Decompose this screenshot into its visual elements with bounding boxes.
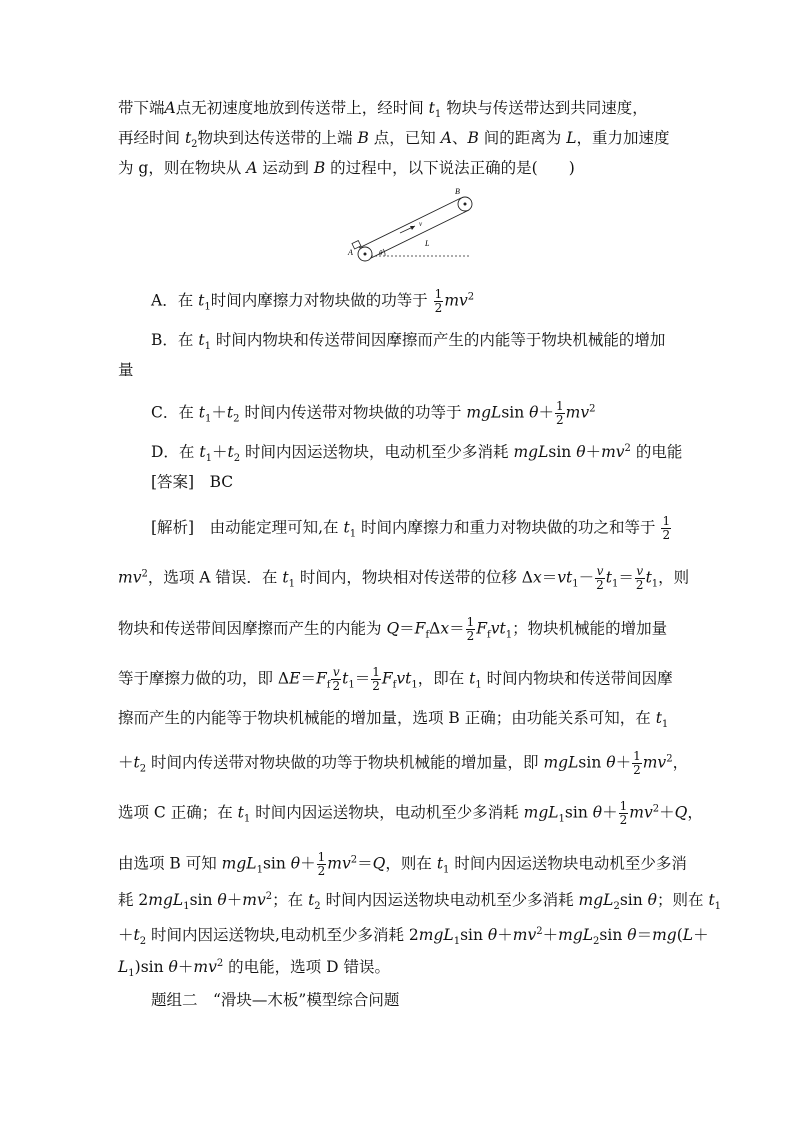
fraction: $\frac{v}{2}$ bbox=[596, 564, 604, 592]
fraction: $\frac{1}{2}$ bbox=[556, 399, 564, 427]
analysis-line-10: $+t_2$ 时间内因运送物块,电动机至少多消耗 2mgL$_1$sin $\theta+mv^2+mgL_2\sin$ θ＝mg(L＋ bbox=[118, 925, 709, 948]
question-line-1: 带下端A点无初速度地放到传送带上，经时间 $t_1$ 物块与传送带达到共同速度， bbox=[118, 99, 648, 121]
fraction: $\frac{v}{2}$ bbox=[635, 564, 644, 592]
answer-value: BC bbox=[209, 473, 234, 491]
figure-label-B: B bbox=[455, 187, 460, 196]
question-line-2: 再经时间 $t_2$物块到达传送带的上端 B 点，已知 A、B 间的距离为 L，重力加速度 bbox=[118, 129, 670, 151]
analysis-line-8: 由选项 B 可知 mgL$_1$sin θ＋ $\frac{1}{2}$ $mv^2=Q$，则在 $t_1$ 时间内因运送物块电动机至少多消 bbox=[118, 850, 687, 878]
analysis-line-9: 耗 2mgL$_1$sin $\theta+mv^2$；在 $t_2$ 时间内因运送物块电动机至少多消耗 mgL$_2$sin θ；则在 $t_1$ bbox=[118, 890, 722, 913]
section-title: 题组二 “滑块—木板”模型综合问题 bbox=[151, 991, 400, 1009]
analysis-line-11: $L_1)\sin$ $\theta+mv^2$ 的电能，选项 D 错误。 bbox=[118, 957, 390, 980]
figure-label-theta: θ bbox=[379, 249, 383, 257]
figure-label-L: L bbox=[425, 239, 430, 248]
option-a: A．在 $t_1$时间内摩擦力对物块做的功等于 $\frac{1}{2}$ $mv^2$ bbox=[151, 287, 475, 315]
question-line-3: 为 g，则在物块从 A 运动到 B 的过程中，以下说法正确的是( ) bbox=[118, 159, 575, 177]
fraction: $\frac{1}{2}$ bbox=[662, 514, 671, 542]
analysis-line-6: $+t_2$ 时间内传送带对物块做的功等于物块机械能的增加量，即 mgLsin θ＋ $\frac{1}{2}$ $mv^2$， bbox=[118, 749, 689, 777]
option-d: D．在 $t_1+t_2$ 时间内因运送物块，电动机至少多消耗 mgLsin $\theta+mv^2$ 的电能 bbox=[151, 442, 683, 465]
lower-pulley-axle bbox=[364, 253, 367, 256]
analysis-line-3: 物块和传送带间因摩擦而产生的内能为 $Q=F_f\Delta x=$ $\frac{1}{2}$ $F_fvt_1$；物块机械能的增加量 bbox=[118, 615, 668, 643]
analysis-line-1: [解析] 由动能定理可知,在 $t_1$ 时间内摩擦力和重力对物块做的功之和等于 $\frac{1}{2}$ bbox=[151, 514, 671, 542]
analysis-label: [解析] bbox=[151, 518, 195, 537]
belt-top-edge bbox=[359, 198, 461, 248]
fraction: $\frac{v}{2}$ bbox=[332, 665, 341, 693]
fraction: $\frac{1}{2}$ bbox=[633, 749, 641, 777]
figure-label-A: A bbox=[348, 248, 353, 257]
analysis-line-5: 擦而产生的内能等于物块机械能的增加量，选项 B 正确；由功能关系可知，在 $t_1$ bbox=[118, 709, 669, 731]
fraction: $\frac{1}{2}$ bbox=[466, 615, 475, 643]
fraction: $\frac{1}{2}$ bbox=[434, 287, 443, 315]
option-c: C．在 $t_1+t_2$ 时间内传送带对物块做的功等于 mgLsin θ＋ $\frac{1}{2}$ $mv^2$ bbox=[151, 399, 596, 427]
answer-line bbox=[151, 472, 711, 492]
figure-label-v: v bbox=[419, 220, 423, 228]
upper-pulley-axle bbox=[464, 203, 467, 206]
fraction: $\frac{1}{2}$ bbox=[619, 799, 628, 827]
analysis-line-2: $mv^2$，选项 A 错误．在 $t_1$ 时间内，物块相对传送带的位移 $\Delta x=vt_1-$ $\frac{v}{2}$ $t_1=$ $\frac{v}{2}$ $t_1$，则 bbox=[118, 564, 690, 592]
analysis-line-7: 选项 C 正确；在 $t_1$ 时间内因运送物块，电动机至少多消耗 mgL$_1$sin θ＋ $\frac{1}{2}$ $mv^2+Q$， bbox=[118, 799, 703, 827]
conveyor-belt-figure bbox=[345, 186, 475, 264]
option-b-line-1: B．在 $t_1$ 时间内物块和传送带间因摩擦而产生的内能等于物块机械能的增加 bbox=[151, 331, 666, 353]
option-b-line-2: 量 bbox=[118, 361, 134, 379]
analysis-line-4: 等于摩擦力做的功，即 $\Delta E=F_f$ $\frac{v}{2}$ $t_1=$ $\frac{1}{2}$ $F_fvt_1$，即在 $t_1$ 时间内物块和传送带间因摩 bbox=[118, 665, 673, 693]
fraction: $\frac{1}{2}$ bbox=[317, 850, 326, 878]
fraction: $\frac{1}{2}$ bbox=[372, 665, 380, 693]
answer-label: [答案] bbox=[151, 473, 195, 491]
